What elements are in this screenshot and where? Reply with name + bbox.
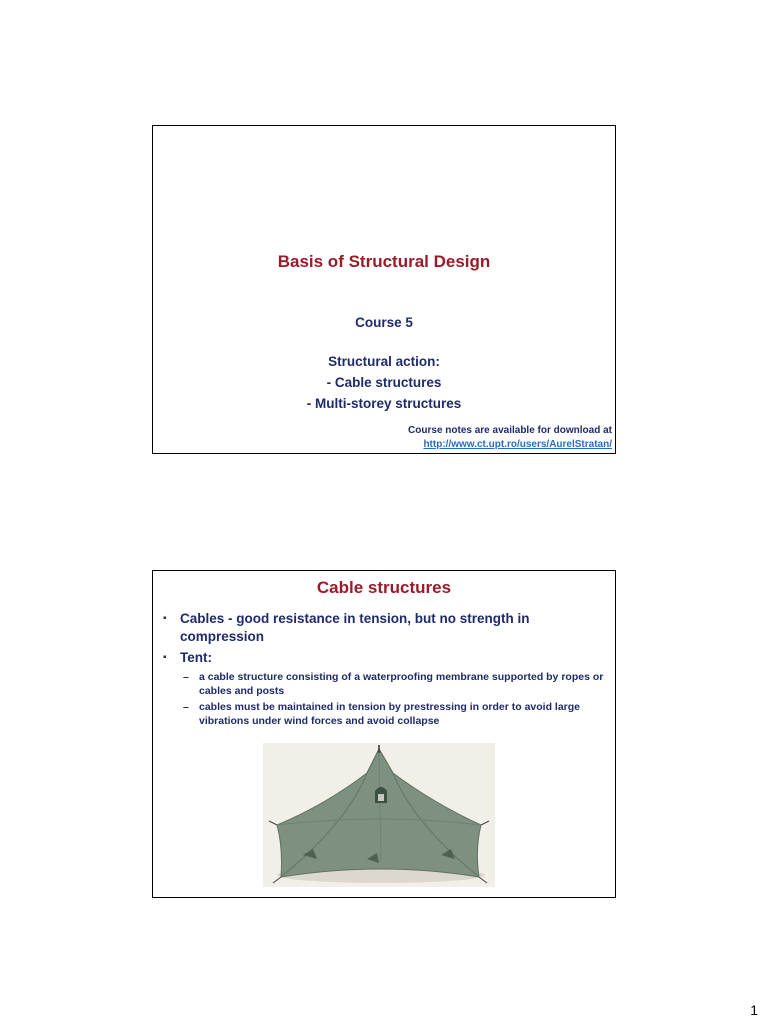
tent-photo	[263, 743, 495, 887]
sub-bullet-item	[161, 700, 607, 728]
course-notes-link[interactable]: http://www.ct.upt.ro/users/AurelStratan/	[423, 439, 612, 450]
sub-bullet-text: cables must be maintained in tension by prestressing in order to avoid large vibrations under wind forces and avoid collapse	[199, 701, 581, 727]
bullet-list	[161, 610, 607, 730]
dash-bullet-icon: –	[183, 671, 189, 683]
square-bullet-icon: ▪	[163, 613, 167, 624]
multi-storey-line: - Multi-storey structures	[306, 396, 462, 411]
course-notes	[408, 424, 612, 452]
course-number: Course 5	[355, 315, 413, 330]
slide-1-title: Basis of Structural Design	[277, 252, 491, 271]
structural-action-line: Structural action:	[328, 354, 440, 369]
cable-structures-line: - Cable structures	[326, 375, 442, 390]
dash-bullet-icon: –	[183, 701, 189, 713]
sub-bullet-text: a cable structure consisting of a waterproofing membrane supported by ropes or cables and posts	[199, 671, 604, 697]
slide-2	[152, 570, 616, 898]
square-bullet-icon: ▪	[163, 652, 167, 663]
sub-bullet-item	[161, 670, 607, 698]
bullet-item	[161, 649, 607, 667]
bullet-text: Cables - good resistance in tension, but no strength in compression	[180, 611, 530, 644]
course-notes-text: Course notes are available for download at	[408, 425, 612, 436]
slide-1	[152, 125, 616, 454]
structural-action-list	[153, 351, 615, 414]
tent-illustration	[263, 743, 495, 887]
bullet-item	[161, 610, 607, 646]
bullet-text: Tent:	[180, 650, 212, 665]
slide-2-title: Cable structures	[316, 578, 452, 597]
page-number: 1	[750, 1002, 758, 1018]
